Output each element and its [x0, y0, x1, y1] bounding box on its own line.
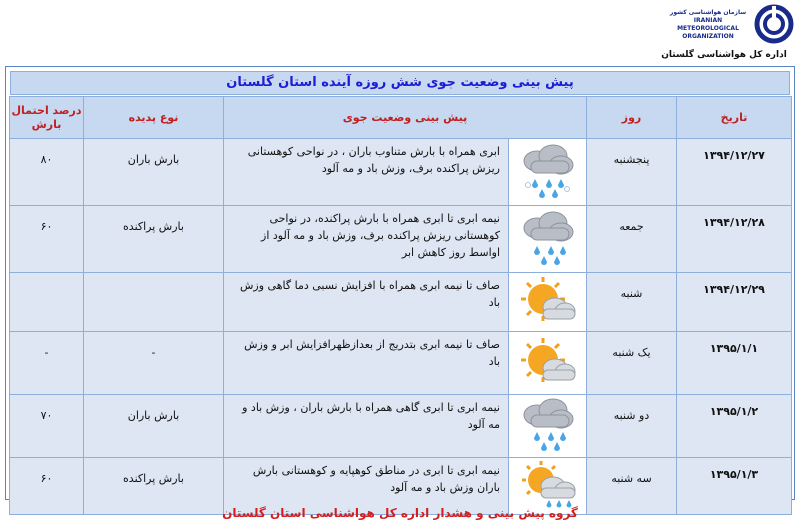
sun-cloud-icon — [513, 334, 583, 390]
row-phenomenon — [84, 273, 224, 332]
row-date: ۱۳۹۵/۱/۳ — [677, 458, 792, 515]
table-row — [10, 139, 792, 206]
meteorological-organization-logo-icon — [754, 4, 794, 50]
cloud-rain-snow-icon — [513, 141, 583, 201]
row-probability: ۸۰ — [10, 139, 84, 206]
row-forecast-text: ابری همراه با بارش متناوب باران ، در نواحی کوهستانی ریزش پراکنده برف، وزش باد و مه آلود — [224, 139, 509, 206]
row-forecast-text: نیمه ابری تا ابری در مناطق کوهپایه و کوهستانی بارش باران وزش باد و مه آلود — [224, 458, 509, 515]
cloud-rain-icon — [513, 397, 583, 453]
row-day: دو شنبه — [587, 395, 677, 458]
row-phenomenon: بارش باران — [84, 395, 224, 458]
row-probability: - — [10, 332, 84, 395]
page-title: پیش بینی وضعیت جوی شش روزه آینده استان گلستان — [10, 71, 790, 95]
row-day: سه شنبه — [587, 458, 677, 515]
weather-icon-cell — [509, 332, 587, 395]
logo-text — [658, 9, 758, 41]
row-date: ۱۳۹۴/۱۲/۲۸ — [677, 206, 792, 273]
row-forecast-text: صاف تا نیمه ابری بتدریج از بعدازظهرافزایش ابر و وزش باد — [224, 332, 509, 395]
row-phenomenon: - — [84, 332, 224, 395]
row-day: یک شنبه — [587, 332, 677, 395]
cloud-rain-icon — [513, 208, 583, 268]
row-day: پنجشنبه — [587, 139, 677, 206]
weather-icon-cell — [509, 273, 587, 332]
col-header-phenomenon: نوع پدیده — [84, 97, 224, 139]
logo-en-line-2: METEOROLOGICAL — [677, 25, 739, 32]
sun-cloud-rain-icon — [513, 460, 583, 510]
row-day: شنبه — [587, 273, 677, 332]
row-probability: ۶۰ — [10, 458, 84, 515]
row-phenomenon: بارش باران — [84, 139, 224, 206]
row-forecast-text: صاف تا نیمه ابری همراه با افزایش نسبی دما گاهی وزش باد — [224, 273, 509, 332]
weather-icon-cell — [509, 139, 587, 206]
row-date: ۱۳۹۵/۱/۱ — [677, 332, 792, 395]
row-date: ۱۳۹۵/۱/۲ — [677, 395, 792, 458]
row-date: ۱۳۹۴/۱۲/۲۷ — [677, 139, 792, 206]
row-probability: ۷۰ — [10, 395, 84, 458]
col-header-date: تاریخ — [677, 97, 792, 139]
row-probability — [10, 273, 84, 332]
row-day: جمعه — [587, 206, 677, 273]
table-row — [10, 332, 792, 395]
table-row — [10, 206, 792, 273]
col-header-probability: درصد احتمال بارش — [10, 97, 84, 139]
row-probability: ۶۰ — [10, 206, 84, 273]
forecast-table — [9, 96, 792, 515]
row-forecast-text: نیمه ابری تا ابری همراه با بارش پراکنده، در نواحی کوهستانی ریزش پراکنده برف، وزش باد و مه آلود از اواسط روز کاهش ابر — [224, 206, 509, 273]
weather-icon-cell — [509, 395, 587, 458]
row-phenomenon: بارش پراکنده — [84, 458, 224, 515]
col-header-day: روز — [587, 97, 677, 139]
logo-en-line-1: IRANIAN — [693, 17, 723, 24]
footer-credit: گروه پیش بینی و هشدار اداره کل هواشناسی استان گلستان — [222, 506, 578, 520]
table-row — [10, 273, 792, 332]
logo-en-line-3: ORGANIZATION — [682, 33, 734, 40]
sun-cloud-icon — [513, 275, 583, 327]
table-header-row — [10, 97, 792, 139]
row-date: ۱۳۹۴/۱۲/۲۹ — [677, 273, 792, 332]
col-header-forecast: پیش بینی وضعیت جوی — [224, 97, 587, 139]
logo-fa-text: سازمان هواشناسی کشور — [669, 9, 747, 16]
table-row — [10, 395, 792, 458]
org-name: اداره کل هواشناسی گلستان — [661, 50, 787, 60]
row-forecast-text: نیمه ابری تا ابری گاهی همراه با بارش باران ، وزش باد و مه آلود — [224, 395, 509, 458]
row-phenomenon: بارش پراکنده — [84, 206, 224, 273]
weather-icon-cell — [509, 206, 587, 273]
